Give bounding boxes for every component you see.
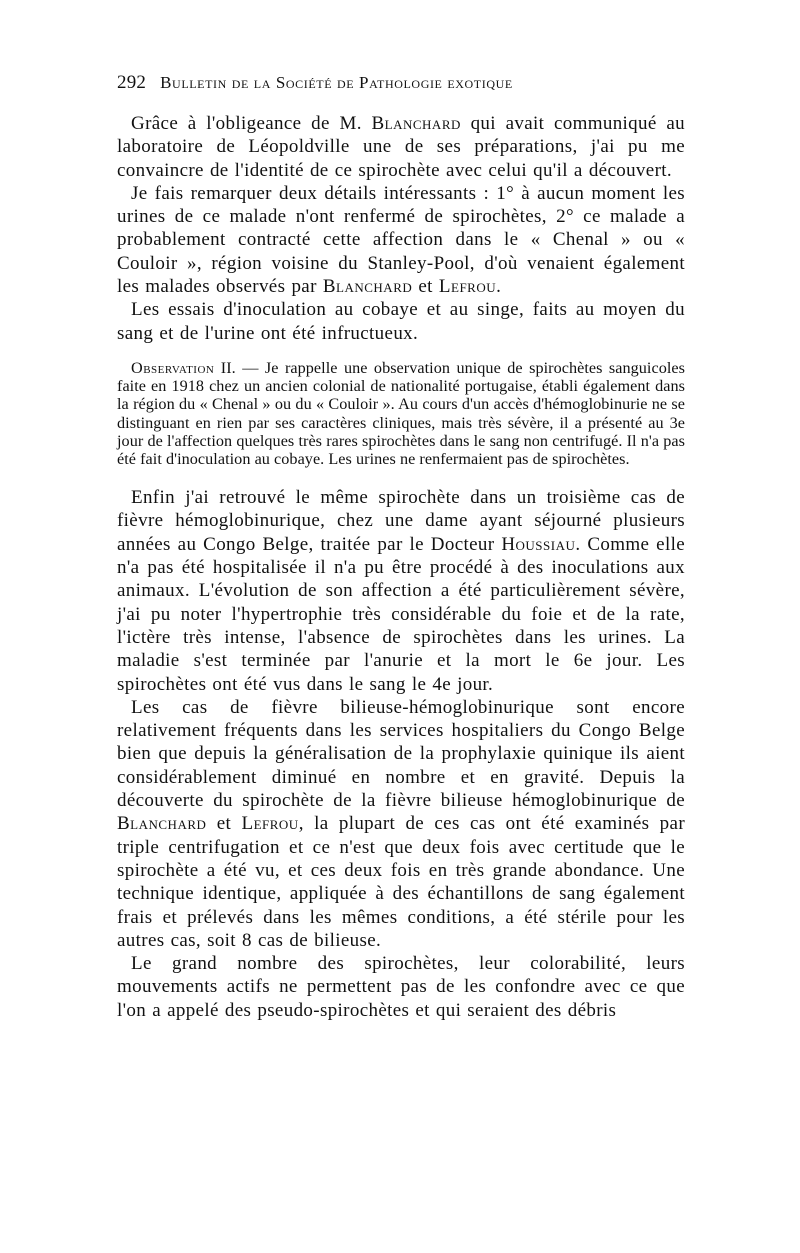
paragraph-two-details: Je fais remarquer deux détails intéressants : 1° à aucun moment les urines de ce malade n'ont renfermé de spirochètes, 2° ce malade a probablement contracté cette affection dans le « Chenal » ou « Couloir », région voisine du Stanley-Pool, d'où venaient également les malades observés par Blanchard et Lefrou.	[117, 182, 685, 298]
author-name: Lefrou	[438, 276, 497, 298]
paragraph-bilious-fever-cases: Les cas de fièvre bilieuse-hémoglobinurique sont encore relativement fréquents dans les services hospitaliers du Congo Belge bien que depuis la généralisation de la prophylaxie quinique ils aient considérablement diminué en nombre et en gravité. Depuis la découverte du spirochète de la fièvre bilieuse hémoglobinurique de Blanchard et Lefrou, la plupart de ces cas ont été examinés par triple centrifugation et ce n'est que deux fois avec certitude que le spirochète a été vu, et ces deux fois en très grande abondance. Une technique identique, appliquée à des échantillons de sang également frais et prélevés dans les mêmes conditions, a été stérile pour les autres cas, soit 8 cas de bilieuse.	[117, 696, 685, 951]
observation-label: Observation	[131, 358, 215, 377]
running-header	[117, 72, 685, 112]
author-name: Lefrou	[241, 813, 299, 835]
author-name: Blanchard	[117, 813, 207, 835]
author-name: Blanchard	[371, 113, 461, 134]
page-number: 292	[117, 72, 147, 93]
paragraph-third-case: Enfin j'ai retrouvé le même spirochète dans un troisième cas de fièvre hémoglobinurique, chez une dame ayant séjourné plusieurs années au Congo Belge, traitée par le Docteur Houssiau. Comme elle n'a pas été hospitalisée il n'a pu être procédé à des inoculations aux animaux. L'évolution de son affection a été particulièrement sévère, j'ai pu noter l'hypertrophie très considérable du foie et de la rate, l'ictère très intense, l'absence de spirochètes dans les urines. La maladie s'est terminée par l'anurie et la mort le 6e jour. Les spirochètes ont été vus dans le sang le 4e jour.	[117, 487, 685, 695]
author-name: Blanchard	[322, 276, 413, 298]
observation-ii: Observation II. — Je rappelle une observation unique de spirochètes sanguicoles faite en 1918 chez un ancien colonial de nationalité portugaise, établi également dans la région du « Chenal » ou du « Couloir ». Au cours d'un accès d'hémoglobinurie ne se distinguant en rien par ses caractères cliniques, mais très sévère, il a présenté au 3e jour de l'affection quelques très rares spirochètes dans le sang non centrifugé. Il n'a pas été fait d'inoculation au cobaye. Les urines ne renfermaient pas de spirochètes.	[117, 358, 685, 468]
paragraph-blanchard-preparation: Grâce à l'obligeance de M. Blanchard qui avait communiqué au laboratoire de Léopoldville une de ses préparations, j'ai pu me convaincre de l'identité de ce spirochète avec celui qu'il a découvert.	[117, 113, 685, 181]
author-name: Houssiau	[501, 533, 576, 555]
paragraph-inoculation-tests: Les essais d'inoculation au cobaye et au singe, faits au moyen du sang et de l'urine ont été infructueux.	[117, 299, 685, 344]
paragraph-pseudo-spirochetes: Le grand nombre des spirochètes, leur colorabilité, leurs mouvements actifs ne permettent pas de les confondre avec ce que l'on a appelé des pseudo-spirochètes et qui seraient des débris	[117, 953, 685, 1021]
journal-title: Bulletin de la Société de Pathologie exotique	[160, 73, 513, 92]
page	[117, 72, 685, 1022]
